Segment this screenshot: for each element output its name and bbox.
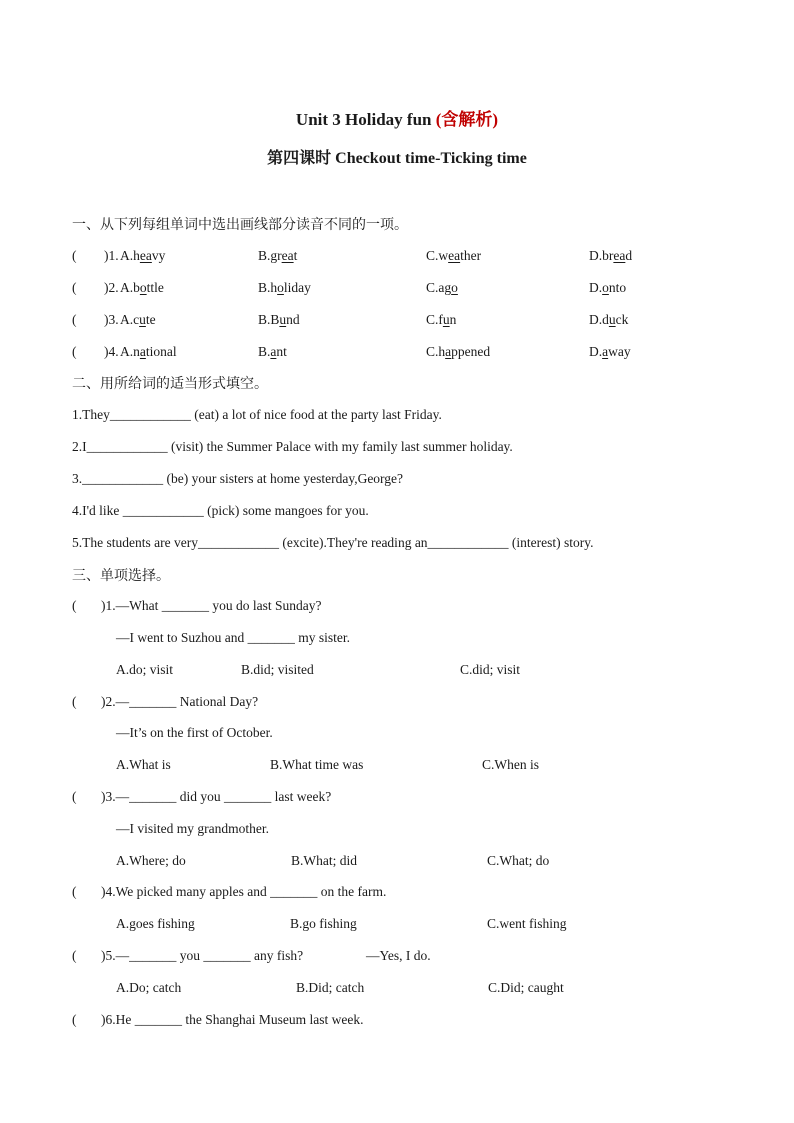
phonics-option-d: D.duck <box>589 312 629 327</box>
mc-2-option-b: B.What time was <box>270 757 364 772</box>
mc-4-option-c: C.went fishing <box>487 916 567 931</box>
answer-paren: ( <box>72 1012 77 1027</box>
mc-1-option-b: B.did; visited <box>241 662 314 677</box>
mc-question-1-line2: —I went to Suzhou and _______ my sister. <box>116 630 350 645</box>
section1-heading: 一、从下列每组单词中选出画线部分读音不同的一项。 <box>72 217 408 233</box>
underlined-letters: u <box>279 312 287 327</box>
underlined-letters: o <box>451 280 458 295</box>
phonics-option-d: D.bread <box>589 248 633 263</box>
mc-question-6: )6.He _______ the Shanghai Museum last week. <box>101 1012 364 1027</box>
mc-1-option-a: A.do; visit <box>116 662 174 677</box>
mc-2-option-a: A.What is <box>116 757 171 772</box>
mc-question-4: )4.We picked many apples and _______ on the farm. <box>101 884 387 899</box>
phonics-option-a: A.cute <box>120 312 156 327</box>
fill-item-5: 5.The students are very____________ (excite).They're reading an____________ (interest) story. <box>72 535 594 550</box>
phonics-option-c: C.weather <box>426 248 482 263</box>
mc-question-1: )1.—What _______ you do last Sunday? <box>101 598 322 613</box>
fill-item-4: 4.I'd like ____________ (pick) some mangoes for you. <box>72 503 369 518</box>
mc-4-option-b: B.go fishing <box>290 916 357 931</box>
phonics-option-b: B.great <box>258 248 298 263</box>
answer-paren: ( <box>72 948 77 963</box>
underlined-letters: a <box>270 344 277 359</box>
mc-3-option-b: B.What; did <box>291 853 357 868</box>
answer-paren: ( <box>72 694 77 709</box>
page-title <box>0 105 794 130</box>
phonics-option-b: B.ant <box>258 344 287 359</box>
underlined-letters: o <box>139 280 147 295</box>
answer-paren: ( <box>72 312 77 327</box>
answer-paren: ( <box>72 280 77 295</box>
phonics-option-d: D.onto <box>589 280 627 295</box>
underlined-letters: a <box>139 344 146 359</box>
answer-paren: ( <box>72 598 77 613</box>
underlined-letters: u <box>442 312 450 327</box>
underlined-letters: u <box>139 312 146 327</box>
title-main: Unit 3 Holiday fun <box>295 110 436 129</box>
underlined-letters: ea <box>448 248 461 263</box>
underlined-letters: a <box>445 344 452 359</box>
mc-3-option-a: A.Where; do <box>116 853 186 868</box>
answer-paren: ( <box>72 344 77 359</box>
fill-item-1: 1.They____________ (eat) a lot of nice food at the party last Friday. <box>72 407 442 422</box>
underlined-letters: ea <box>613 248 626 263</box>
mc-5-option-b: B.Did; catch <box>296 980 365 995</box>
mc-question-3-line2: —I visited my grandmother. <box>116 821 269 836</box>
phonics-option-d: D.away <box>589 344 631 359</box>
phonics-option-a: A.heavy <box>120 248 166 263</box>
mc-5-option-c: C.Did; caught <box>488 980 564 995</box>
mc-4-option-a: A.goes fishing <box>116 916 195 931</box>
phonics-item-number: )2. <box>104 280 119 295</box>
mc-question-2-line2: —It’s on the first of October. <box>116 725 273 740</box>
section2-heading: 二、用所给词的适当形式填空。 <box>72 376 268 392</box>
underlined-letters: ea <box>281 248 294 263</box>
fill-item-2: 2.I____________ (visit) the Summer Palace with my family last summer holiday. <box>72 439 513 454</box>
answer-paren: ( <box>72 884 77 899</box>
phonics-item-number: )4. <box>104 344 119 359</box>
mc-question-3: )3.—_______ did you _______ last week? <box>101 789 332 804</box>
section3-heading: 三、单项选择。 <box>72 568 170 584</box>
answer-paren: ( <box>72 789 77 804</box>
mc-3-option-c: C.What; do <box>487 853 550 868</box>
underlined-letters: a <box>602 344 609 359</box>
mc-question-5: )5.—_______ you _______ any fish? <box>101 948 304 963</box>
phonics-item-number: )3. <box>104 312 119 327</box>
phonics-option-c: C.fun <box>426 312 457 327</box>
phonics-option-a: A.national <box>120 344 177 359</box>
answer-paren: ( <box>72 248 77 263</box>
title-note: (含解析) <box>435 110 499 129</box>
phonics-option-c: C.happened <box>426 344 491 359</box>
phonics-option-b: B.Bund <box>258 312 300 327</box>
mc-2-option-c: C.When is <box>482 757 539 772</box>
underlined-letters: u <box>608 312 616 327</box>
page-subtitle: 第四课时 Checkout time-Ticking time <box>267 150 527 167</box>
phonics-item-number: )1. <box>104 248 119 263</box>
mc-5-option-a: A.Do; catch <box>116 980 182 995</box>
phonics-option-b: B.holiday <box>258 280 311 295</box>
mc-question-5-reply: —Yes, I do. <box>366 948 431 963</box>
mc-1-option-c: C.did; visit <box>460 662 521 677</box>
mc-question-2: )2.—_______ National Day? <box>101 694 259 709</box>
phonics-option-a: A.bottle <box>120 280 164 295</box>
underlined-letters: o <box>602 280 609 295</box>
underlined-letters: ea <box>139 248 152 263</box>
phonics-option-c: C.ago <box>426 280 458 295</box>
fill-item-3: 3.____________ (be) your sisters at home yesterday,George? <box>72 471 404 486</box>
underlined-letters: o <box>277 280 284 295</box>
